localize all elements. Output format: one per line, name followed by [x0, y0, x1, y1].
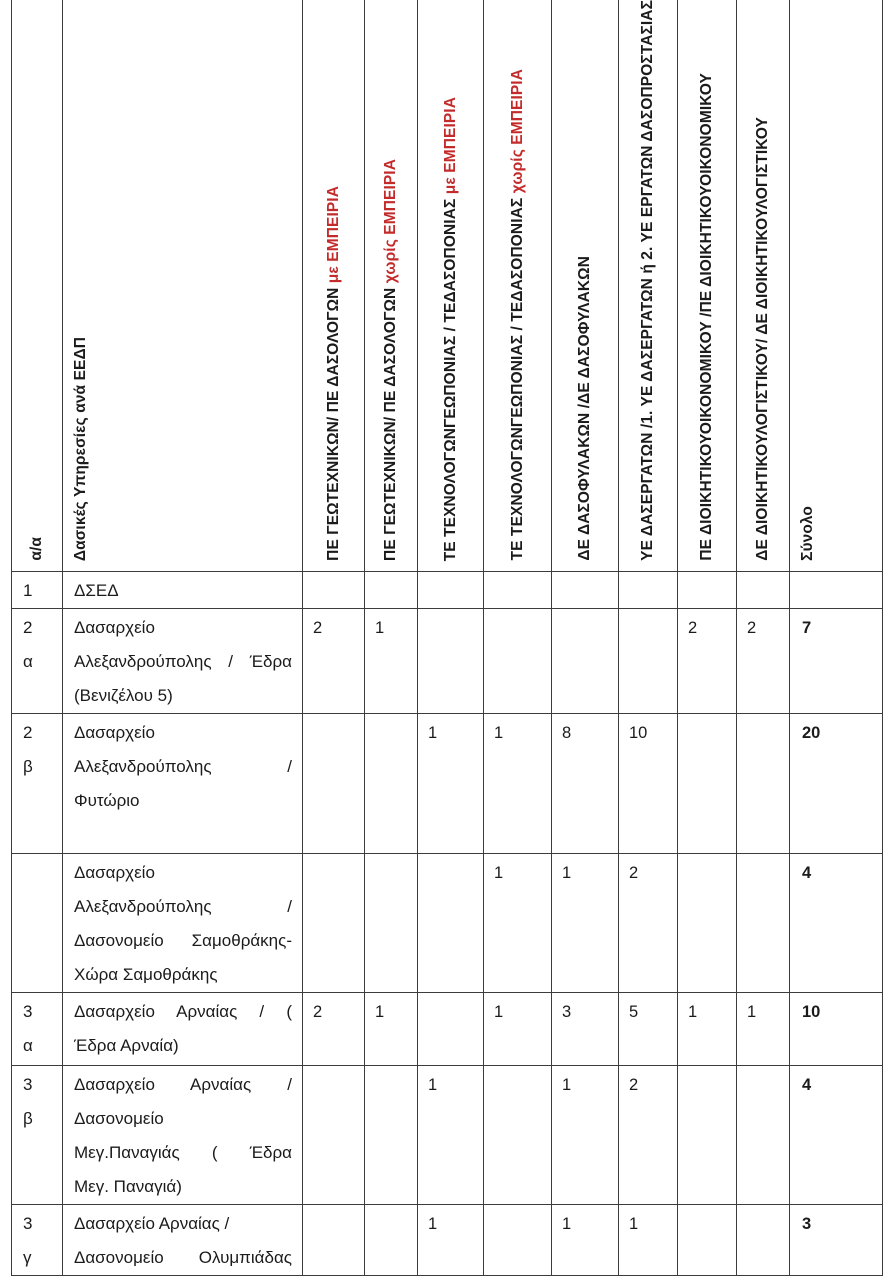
cell-de-dioikitikou	[737, 854, 790, 993]
column-header-service	[63, 0, 303, 572]
cell-te-technologon-xoris	[484, 1205, 552, 1276]
service-name-line: Φυτώριο	[74, 790, 140, 810]
aa-line: 2	[23, 617, 33, 637]
cell-pe-dioikitikou: 1	[678, 993, 737, 1066]
aa-line: α	[23, 651, 33, 671]
column-header-label	[508, 69, 528, 570]
table-body	[11, 572, 883, 1276]
cell-pe-geotechnikon-xoris	[365, 714, 418, 854]
column-header-label	[324, 186, 344, 571]
cell-pe-geotechnikon-xoris	[365, 572, 418, 609]
cell-service-name	[63, 993, 303, 1066]
cell-de-dasofylakon: 8	[552, 714, 619, 854]
cell-ye-dasergaton	[619, 609, 678, 714]
header-red-segment: χωρίς ΕΜΠΕΙΡΙΑ	[508, 69, 526, 194]
header-text-segment: ΠΕ ΔΙΟΙΚΗΤΙΚΟΥΟΙΚΟΝΟΜΙΚΟΥ /ΠΕ ΔΙΟΙΚΗΤΙΚΟΥΟΙΚΟΝΟΜΙΚΟΥ	[698, 73, 715, 561]
column-header-de-dasofylakon	[552, 0, 619, 572]
aa-line: β	[23, 1108, 33, 1128]
service-name-line: Δασονομείο Ολυμπιάδας	[74, 1247, 292, 1267]
cell-total: 10	[790, 993, 883, 1066]
aa-line: α	[23, 1035, 33, 1055]
cell-de-dasofylakon	[552, 572, 619, 609]
cell-service-name	[63, 1205, 303, 1276]
header-text-segment: Δασικές Υπηρεσίες ανά ΕΕΔΠ	[72, 336, 89, 561]
staffing-table	[11, 0, 883, 1276]
cell-service-name	[63, 714, 303, 854]
cell-total: 7	[790, 609, 883, 714]
header-text-segment: ΔΕ ΔΑΣΟΦΥΛΑΚΩΝ /ΔΕ ΔΑΣΟΦΥΛΑΚΩΝ	[576, 256, 593, 561]
column-header-label	[71, 337, 91, 571]
header-text-segment: ΤΕ ΤΕΧΝΟΛΟΓΩΝΓΕΩΠΟΝΙΑΣ / ΤΕΔΑΣΟΠΟΝΙΑΣ	[508, 193, 526, 561]
cell-te-technologon-me: 1	[418, 1066, 484, 1205]
header-text-segment: ΤΕ ΤΕΧΝΟΛΟΓΩΝΓΕΩΠΟΝΙΑΣ / ΤΕΔΑΣΟΠΟΝΙΑΣ	[441, 193, 459, 561]
cell-pe-geotechnikon-me	[303, 854, 365, 993]
cell-pe-geotechnikon-xoris	[365, 1205, 418, 1276]
cell-service-name	[63, 854, 303, 993]
cell-de-dasofylakon: 1	[552, 1205, 619, 1276]
column-header-label	[697, 73, 717, 571]
cell-te-technologon-xoris: 1	[484, 714, 552, 854]
cell-aa	[11, 854, 63, 993]
column-header-pe-dioikitikou	[678, 0, 737, 572]
table-row	[11, 609, 883, 714]
cell-total: 4	[790, 1066, 883, 1205]
service-name-line: Αλεξανδρούπολης / Έδρα	[74, 651, 292, 671]
cell-ye-dasergaton	[619, 572, 678, 609]
service-name-line: Αλεξανδρούπολης /	[74, 756, 292, 776]
service-name-line: Δασαρχείο Αρναίας /	[74, 1213, 230, 1233]
aa-line: 3	[23, 1213, 33, 1233]
table-row	[11, 1205, 883, 1276]
cell-te-technologon-xoris: 1	[484, 993, 552, 1066]
service-name-line: Δασαρχείο	[74, 862, 155, 882]
service-name-line: Αλεξανδρούπολης /	[74, 896, 292, 916]
cell-ye-dasergaton: 2	[619, 1066, 678, 1205]
cell-pe-dioikitikou	[678, 1066, 737, 1205]
table-row	[11, 854, 883, 993]
column-header-ye-dasergaton	[619, 0, 678, 572]
service-name-line: Δασονομείο Σαμοθράκης-	[74, 930, 292, 950]
column-header-label	[27, 537, 47, 571]
table-header	[11, 0, 883, 572]
column-header-te-technologon-xoris	[484, 0, 552, 572]
header-text-segment: ΠΕ ΓΕΩΤΕΧΝΙΚΩΝ/ ΠΕ ΔΑΣΟΛΟΓΩΝ	[382, 283, 399, 561]
aa-line: 2	[23, 722, 33, 742]
header-text-segment: Σύνολο	[799, 505, 816, 561]
header-text-segment: ΠΕ ΓΕΩΤΕΧΝΙΚΩΝ/ ΠΕ ΔΑΣΟΛΟΓΩΝ	[324, 283, 342, 561]
cell-total: 4	[790, 854, 883, 993]
column-header-label	[798, 506, 818, 571]
cell-te-technologon-xoris	[484, 572, 552, 609]
cell-de-dioikitikou	[737, 1066, 790, 1205]
service-name-line: Χώρα Σαμοθράκης	[74, 964, 218, 984]
cell-de-dasofylakon: 1	[552, 1066, 619, 1205]
aa-line: 1	[23, 580, 33, 600]
cell-de-dasofylakon	[552, 609, 619, 714]
cell-service-name	[63, 609, 303, 714]
column-header-aa	[11, 0, 63, 572]
column-header-label	[441, 97, 461, 571]
service-name-line: Δασαρχείο Αρναίας / (	[74, 1001, 292, 1021]
column-header-pe-geotechnikon-me	[303, 0, 365, 572]
service-name-line: Μεγ.Παναγιάς ( Έδρα	[74, 1142, 292, 1162]
service-name-line: Έδρα Αρναία)	[74, 1035, 179, 1055]
column-header-label	[753, 117, 773, 571]
cell-de-dioikitikou: 1	[737, 993, 790, 1066]
aa-line: 3	[23, 1074, 33, 1094]
service-name-line: Δασονομείο	[74, 1108, 164, 1128]
service-name-line: Μεγ. Παναγιά)	[74, 1176, 182, 1196]
table-row	[11, 993, 883, 1066]
cell-de-dioikitikou: 2	[737, 609, 790, 714]
cell-total: 3	[790, 1205, 883, 1276]
cell-pe-dioikitikou	[678, 854, 737, 993]
cell-pe-geotechnikon-me	[303, 1066, 365, 1205]
table-row	[11, 714, 883, 854]
service-name-line: Δασαρχείο Αρναίας /	[74, 1074, 292, 1094]
aa-line: γ	[23, 1247, 32, 1267]
service-name-line: Δασαρχείο	[74, 722, 155, 742]
cell-pe-geotechnikon-xoris	[365, 854, 418, 993]
cell-te-technologon-me	[418, 993, 484, 1066]
cell-te-technologon-xoris	[484, 609, 552, 714]
column-header-label	[381, 159, 401, 571]
cell-de-dioikitikou	[737, 1205, 790, 1276]
column-header-de-dioikitikou	[737, 0, 790, 572]
cell-de-dasofylakon: 3	[552, 993, 619, 1066]
cell-service-name	[63, 1066, 303, 1205]
cell-ye-dasergaton: 2	[619, 854, 678, 993]
cell-pe-geotechnikon-me	[303, 714, 365, 854]
aa-line: β	[23, 756, 33, 776]
cell-pe-geotechnikon-me	[303, 572, 365, 609]
cell-pe-geotechnikon-me: 2	[303, 993, 365, 1066]
cell-de-dioikitikou	[737, 714, 790, 854]
cell-pe-geotechnikon-me	[303, 1205, 365, 1276]
service-name-line: (Βενιζέλου 5)	[74, 685, 173, 705]
cell-de-dioikitikou	[737, 572, 790, 609]
cell-total	[790, 572, 883, 609]
column-header-label	[575, 256, 595, 571]
table-row	[11, 1066, 883, 1205]
cell-te-technologon-me	[418, 609, 484, 714]
document-page	[11, 0, 883, 1276]
header-row	[11, 0, 883, 572]
column-header-pe-geotechnikon-xoris	[365, 0, 418, 572]
cell-ye-dasergaton: 1	[619, 1205, 678, 1276]
header-red-segment: χωρίς ΕΜΠΕΙΡΙΑ	[382, 158, 399, 284]
cell-te-technologon-xoris	[484, 1066, 552, 1205]
cell-te-technologon-me: 1	[418, 714, 484, 854]
service-name-line: ΔΣΕΔ	[74, 580, 119, 600]
cell-aa	[11, 993, 63, 1066]
column-header-te-technologon-me	[418, 0, 484, 572]
cell-pe-dioikitikou	[678, 1205, 737, 1276]
cell-te-technologon-xoris: 1	[484, 854, 552, 993]
header-red-segment: με ΕΜΠΕΙΡΙΑ	[441, 96, 459, 194]
cell-ye-dasergaton: 5	[619, 993, 678, 1066]
cell-de-dasofylakon: 1	[552, 854, 619, 993]
aa-line: 3	[23, 1001, 33, 1021]
header-text-segment: ΥΕ ΔΑΣΕΡΓΑΤΩΝ /1. ΥΕ ΔΑΣΕΡΓΑΤΩΝ ή 2. ΥΕ ΕΡΓΑΤΩΝ ΔΑΣΟΠΡΟΣΤΑΣΙΑΣ	[639, 0, 656, 561]
cell-te-technologon-me	[418, 572, 484, 609]
cell-pe-geotechnikon-xoris: 1	[365, 993, 418, 1066]
header-text-segment: α/α	[28, 537, 45, 561]
cell-aa	[11, 1066, 63, 1205]
cell-pe-geotechnikon-me: 2	[303, 609, 365, 714]
cell-aa	[11, 1205, 63, 1276]
service-name-line: Δασαρχείο	[74, 617, 155, 637]
cell-pe-geotechnikon-xoris: 1	[365, 609, 418, 714]
cell-aa	[11, 609, 63, 714]
table-row	[11, 572, 883, 609]
cell-service-name	[63, 572, 303, 609]
header-red-segment: με ΕΜΠΕΙΡΙΑ	[324, 186, 342, 284]
cell-pe-dioikitikou	[678, 572, 737, 609]
cell-aa	[11, 714, 63, 854]
cell-pe-dioikitikou: 2	[678, 609, 737, 714]
cell-pe-dioikitikou	[678, 714, 737, 854]
header-text-segment: ΔΕ ΔΙΟΙΚΗΤΙΚΟΥΛΟΓΙΣΤΙΚΟΥ/ ΔΕ ΔΙΟΙΚΗΤΙΚΟΥΛΟΓΙΣΤΙΚΟΥ	[754, 117, 771, 561]
cell-te-technologon-me: 1	[418, 1205, 484, 1276]
cell-ye-dasergaton: 10	[619, 714, 678, 854]
column-header-label	[638, 0, 658, 571]
cell-total: 20	[790, 714, 883, 854]
cell-aa	[11, 572, 63, 609]
cell-te-technologon-me	[418, 854, 484, 993]
cell-pe-geotechnikon-xoris	[365, 1066, 418, 1205]
column-header-total	[790, 0, 883, 572]
